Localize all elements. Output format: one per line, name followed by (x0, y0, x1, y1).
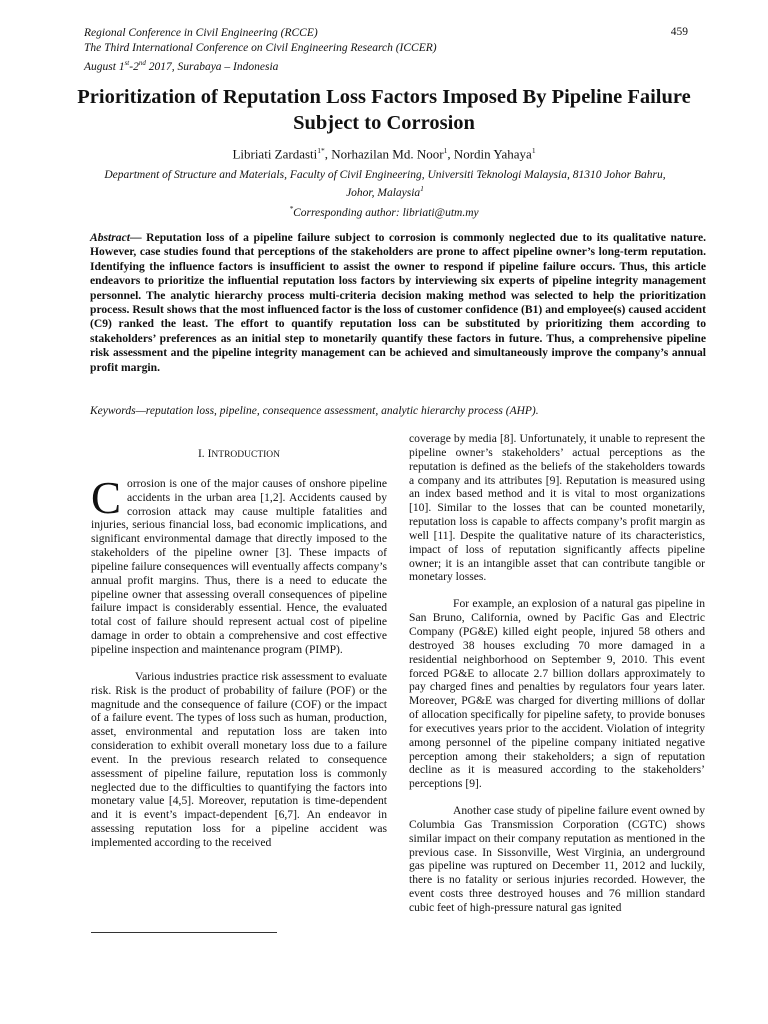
keywords: Keywords—reputation loss, pipeline, consequence assessment, analytic hierarchy process (AHP). (90, 405, 539, 417)
page-number: 459 (670, 26, 688, 38)
paragraph-intro-4: For example, an explosion of a natural gas pipeline in San Bruno, California, owned by Pacific Gas and Electric Company (PG&E) killed eight people, injured 58 others and destroyed 38 houses excluding 70 more damaged in a residential neighborhood on September 9, 2010. This event forced PG&E to allocate 2.7 billion dollars approximately to pay charged fines and penalties by regulators four years later. Moreover, PG&E was charged for diverting millions of dollar of allocation specifically for pipeline safety, to provide bonuses for executives years prior to the accident. Violation of integrity among personnel of the pipeline company initiated negative perception among their stakeholders; a sign of reputation decline as it is measured according to the stakeholders’ perceptions [9]. (409, 597, 705, 791)
drop-cap: C (91, 472, 122, 523)
section-heading-introduction: I. INTRODUCTION (197, 448, 281, 460)
paper-title: Prioritization of Reputation Loss Factors Imposed By Pipeline Failure Subject to Corrosion (77, 86, 691, 134)
conference-date: August 1st-2nd 2017, Surabaya – Indonesia (84, 59, 279, 73)
conference-line-2: The Third International Conference on Civil Engineering Research (ICCER) (84, 42, 437, 54)
paragraph-intro-3: coverage by media [8]. Unfortunately, it unable to represent the pipeline owner’s stakeholders’ actual perceptions as the reputation is defined as the beliefs of the stakeholders towards a company and its attributes [9]. Reputation is measured using an index based method and it is vital to most organizations [10]. Similar to the losses that can be counted monetarily, reputation loss is capable to affects company’s profit margin as well [11]. Despite the qualitative nature of its characteristics, impact of loss of reputation significantly affects pipeline owner; it is an intangible asset that can contribute tangible or monetary losses. (409, 432, 705, 584)
paragraph-intro-1: Corrosion is one of the major causes of onshore pipeline accidents in the urban area [1,2]. Accidents caused by corrosion attack may cause multiple fatalities and injuries, serious financial loss, bad economic implications, and significant environmental damage that directly imposed to the stakeholders of the pipeline owner [3]. These impacts of pipeline failure consequences will eventually affects company’s annual profit margins. Thus, there is a need to educate the pipeline owner that assessing overall consequences of pipeline failure impact is considerably essential. Hence, the evaluated total cost of failure should represent actual cost of pipeline damage in order to obtain a comprehensive and cost effective pipeline inspection and maintenance program (PIMP). (91, 472, 387, 656)
paragraph-intro-2: Various industries practice risk assessment to evaluate risk. Risk is the product of probability of failure (POF) or the magnitude and the consequence of failure (COF) or the impact of a failure event. The types of loss such as human, production, asset, environmental and reputation loss are taken into consideration to exhibit overall monetary loss due to a failure event. In the previous research related to consequence assessment of pipeline failure, reputation loss is commonly neglected due to the difficulties to quantifying the factors into monetary value [4,5]. Moreover, reputation is time-dependent and it is event’s impact-dependent [6,7]. An endeavor in assessing reputation loss for a pipeline accident was implemented according to the received (91, 669, 387, 849)
author-list: Libriati Zardasti$^{1*}$, Norhazilan Md. Noor$^1$, Nordin Yahaya$^1$ (232, 146, 536, 162)
abstract: Abstract— Reputation loss of a pipeline failure subject to corrosion is commonly neglected due to its qualitative nature. However, case studies found that perceptions of the stakeholders are prone to affect pipeline owner’s long-term reputation. Identifying the influence factors is insufficient to assist the owner to respond if pipeline failure occurs. Thus, this article endeavors to prioritize the influential reputation loss factors by interviewing six experts of pipeline integrity management personnel. The analytic hierarchy process multi-criteria decision making method was selected to help the prioritization process. Result shows that the most influenced factor is the loss of customer confidence (B1) and employee(s) caused accident (C9) ranked the least. The effort to quantify reputation loss can be substituted by prioritizing them according to stakeholders’ preferences as an initial step to monetarily quantify these factors in future. Thus, a comprehensive pipeline risk assessment and the pipeline integrity management can be achieved and simultaneously improve the company’s annual profit margin. (90, 231, 706, 374)
abstract-label: Abstract (90, 231, 130, 244)
author-affiliation: Department of Structure and Materials, Faculty of Civil Engineering, Universiti Teknologi Malaysia, 81310 Johor Bahru, Johor, Malaysia$^1$ (104, 169, 666, 199)
conference-line-1: Regional Conference in Civil Engineering (RCCE) (84, 27, 318, 39)
left-column (91, 432, 387, 850)
footnote-rule (91, 932, 277, 933)
running-header (84, 26, 437, 75)
corresponding-author: *Corresponding author: libriati@utm.my (289, 204, 479, 219)
paragraph-intro-5: Another case study of pipeline failure event owned by Columbia Gas Transmission Corporation (CGTC) shows similar impact on their company reputation as mentioned in the previous case. In Sissonville, West Virginia, an underground gas pipeline was ruptured on December 11, 2012 and luckily, there is no fatality or serious injuries recorded. However, the event costs three destroyed houses and 76 million standard cubic feet of high-pressure natural gas ignited (409, 804, 705, 914)
right-column (409, 432, 705, 915)
abstract-text: Reputation loss of a pipeline failure subject to corrosion is commonly neglected due to its qualitative nature. However, case studies found that perceptions of the stakeholders are prone to affect pipeline owner’s long-term reputation. Identifying the influence factors is insufficient to assist the owner to respond if pipeline failure occurs. Thus, this article endeavors to prioritize the influential reputation loss factors by interviewing six experts of pipeline integrity management personnel. The analytic hierarchy process multi-criteria decision making method was selected to help the prioritization process. Result shows that the most influenced factor is the loss of customer confidence (B1) and employee(s) caused accident (C9) ranked the least. The effort to quantify reputation loss can be substituted by prioritizing them according to stakeholders’ preferences as an initial step to monetarily quantify these factors in future. Thus, a comprehensive pipeline risk assessment and the pipeline integrity management can be achieved and simultaneously improve the company’s annual profit margin. (90, 231, 706, 374)
